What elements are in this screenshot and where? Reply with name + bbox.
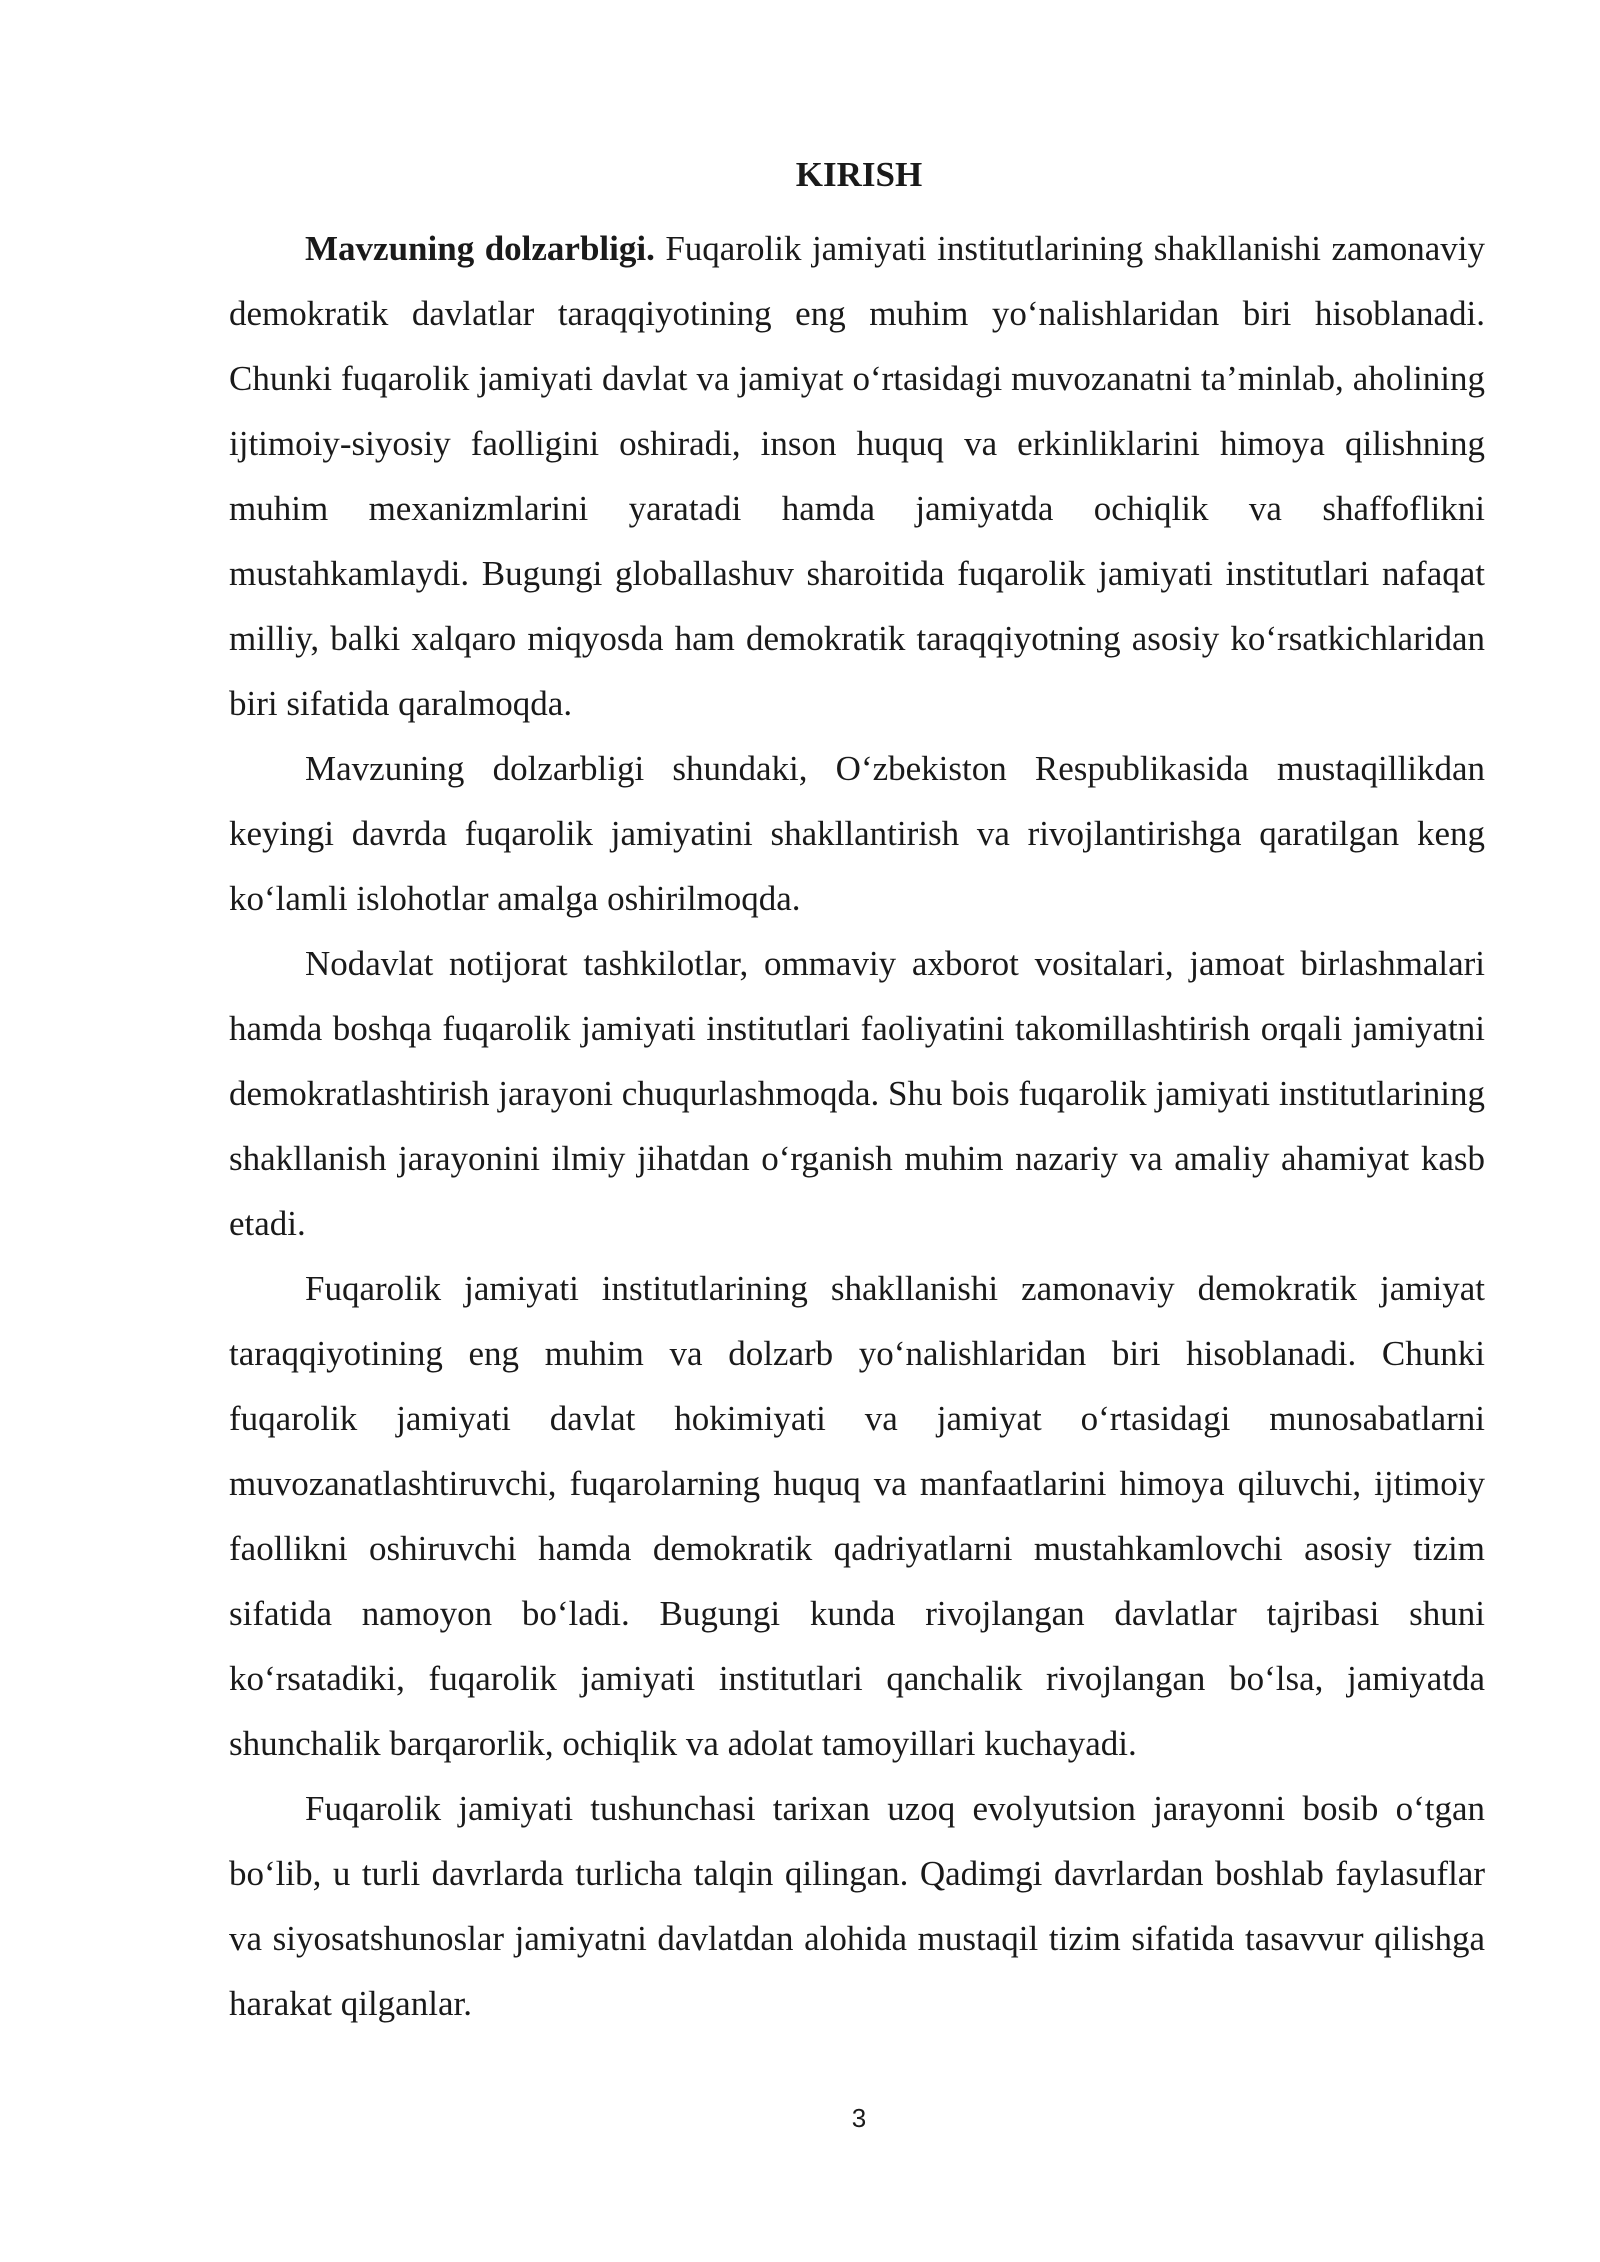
paragraph: Mavzuning dolzarbligi shundaki, O‘zbekiston Respublikasida mustaqillikdan keyingi davrda fuqarolik jamiyatini shakllantirish va rivojlantirishga qaratilgan keng ko‘lamli islohotlar amalga oshirilmoqda. [229,749,1485,918]
page-number: 3 [851,2103,867,2133]
body-text [229,216,1485,2036]
paragraph: Fuqarolik jamiyati tushunchasi tarixan uzoq evolyutsion jarayonni bosib o‘tgan bo‘lib, u turli davrlarda turlicha talqin qilingan. Qadimgi davrlardan boshlab faylasuflar va siyosatshunoslar jamiyatni davlatdan alohida mustaqil tizim sifatida tasavvur qilishga harakat qilganlar. [229,1789,1485,2023]
paragraph: Nodavlat notijorat tashkilotlar, ommaviy axborot vositalari, jamoat birlashmalari hamda boshqa fuqarolik jamiyati institutlari faoliyatini takomillashtirish orqali jamiyatni demokratlashtirish jarayoni chuqurlashmoqda. Shu bois fuqarolik jamiyati institutlarining shakllanish jarayonini ilmiy jihatdan o‘rganish muhim nazariy va amaliy ahamiyat kasb etadi. [229,944,1485,1243]
paragraph-relevance [229,216,1485,736]
page-title: KIRISH [795,155,923,194]
paragraph-lead-text: Fuqarolik jamiyati institutlarining shakllanishi zamonaviy demokratik davlatlar taraqqiyotining eng muhim yo‘nalishlaridan biri hisoblanadi. Chunki fuqarolik jamiyati davlat va jamiyat o‘rtasidagi muvozanatni ta’minlab, aholining ijtimoiy-siyosiy faolligini oshiradi, inson huquq va erkinliklarini himoya qilishning muhim mexanizmlarini yaratadi hamda jamiyatda ochiqlik va shaffoflikni mustahkamlaydi. Bugungi globallashuv sharoitida fuqarolik jamiyati institutlari nafaqat milliy, balki xalqaro miqyosda ham demokratik taraqqiyotning asosiy ko‘rsatkichlaridan biri sifatida qaralmoqda. [229,229,1485,723]
paragraph: Fuqarolik jamiyati institutlarining shakllanishi zamonaviy demokratik jamiyat taraqqiyotining eng muhim va dolzarb yo‘nalishlaridan biri hisoblanadi. Chunki fuqarolik jamiyati davlat hokimiyati va jamiyat o‘rtasidagi munosabatlarni muvozanatlashtiruvchi, fuqarolarning huquq va manfaatlarini himoya qiluvchi, ijtimoiy faollikni oshiruvchi hamda demokratik qadriyatlarni mustahkamlovchi asosiy tizim sifatida namoyon bo‘ladi. Bugungi kunda rivojlangan davlatlar tajribasi shuni ko‘rsatadiki, fuqarolik jamiyati institutlari qanchalik rivojlangan bo‘lsa, jamiyatda shunchalik barqarorlik, ochiqlik va adolat tamoyillari kuchayadi. [229,1269,1485,1763]
paragraph-lead-label: Mavzuning dolzarbligi. [305,229,655,268]
